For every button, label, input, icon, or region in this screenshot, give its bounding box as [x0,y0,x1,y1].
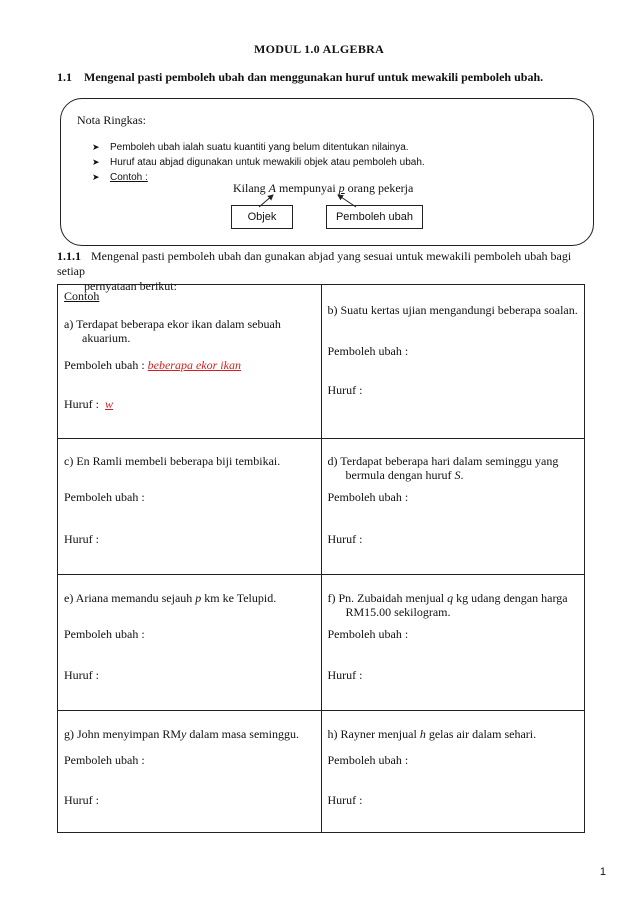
objek-box: Objek [231,205,293,229]
question-cell-g: g) John menyimpan RMy dalam masa seminggu. Pemboleh ubah : Huruf : [58,711,322,833]
question-cell-d: d) Terdapat beberapa hari dalam seminggu yang bermula dengan huruf S. Pemboleh ubah : Huruf : [321,439,585,575]
arrow-bullet-icon: ➤ [92,172,100,182]
example-variable-answer: beberapa ekor ikan [147,358,241,372]
arrow-bullet-icon: ➤ [92,157,100,167]
example-cell: Contoh a) Terdapat beberapa ekor ikan dalam sebuah akuarium. Pemboleh ubah : beberapa ekor ikan Huruf : w [58,285,322,439]
section-heading: 1.1 Mengenal pasti pemboleh ubah dan menggunakan huruf untuk mewakili pemboleh ubah. [57,70,544,84]
subsection-heading: 1.1.1 Mengenal pasti pemboleh ubah dan gunakan abjad yang sesuai untuk mewakili pemboleh ubah bagi setiap pernyataan berikut: [57,249,572,293]
pemboleh-ubah-box: Pemboleh ubah [326,205,423,229]
note-bullet: ➤ Huruf atau abjad digunakan untuk mewakili objek atau pemboleh ubah. [92,157,425,168]
page-number: 1 [599,866,606,878]
question-cell-b: b) Suatu kertas ujian mengandungi beberapa soalan. Pemboleh ubah : Huruf : [321,285,585,439]
question-cell-c: c) En Ramli membeli beberapa biji tembikai. Pemboleh ubah : Huruf : [58,439,322,575]
page-title: MODUL 1.0 ALGEBRA [253,42,385,56]
question-cell-f: f) Pn. Zubaidah menjual q kg udang dengan harga RM15.00 sekilogram. Pemboleh ubah : Huruf : [321,575,585,711]
arrow-bullet-icon: ➤ [92,142,100,152]
example-sentence: Kilang A mempunyai p orang pekerja [233,181,414,195]
question-cell-e: e) Ariana memandu sejauh p km ke Telupid. Pemboleh ubah : Huruf : [58,575,322,711]
note-bullet: ➤ Contoh : [92,172,148,183]
summary-note-box [60,98,594,246]
question-cell-h: h) Rayner menjual h gelas air dalam sehari. Pemboleh ubah : Huruf : [321,711,585,833]
note-bullet: ➤ Pemboleh ubah ialah suatu kuantiti yang belum ditentukan nilainya. [92,142,409,153]
exercise-table [57,284,585,833]
note-heading: Nota Ringkas: [77,113,146,127]
example-letter-answer: w [105,397,114,411]
